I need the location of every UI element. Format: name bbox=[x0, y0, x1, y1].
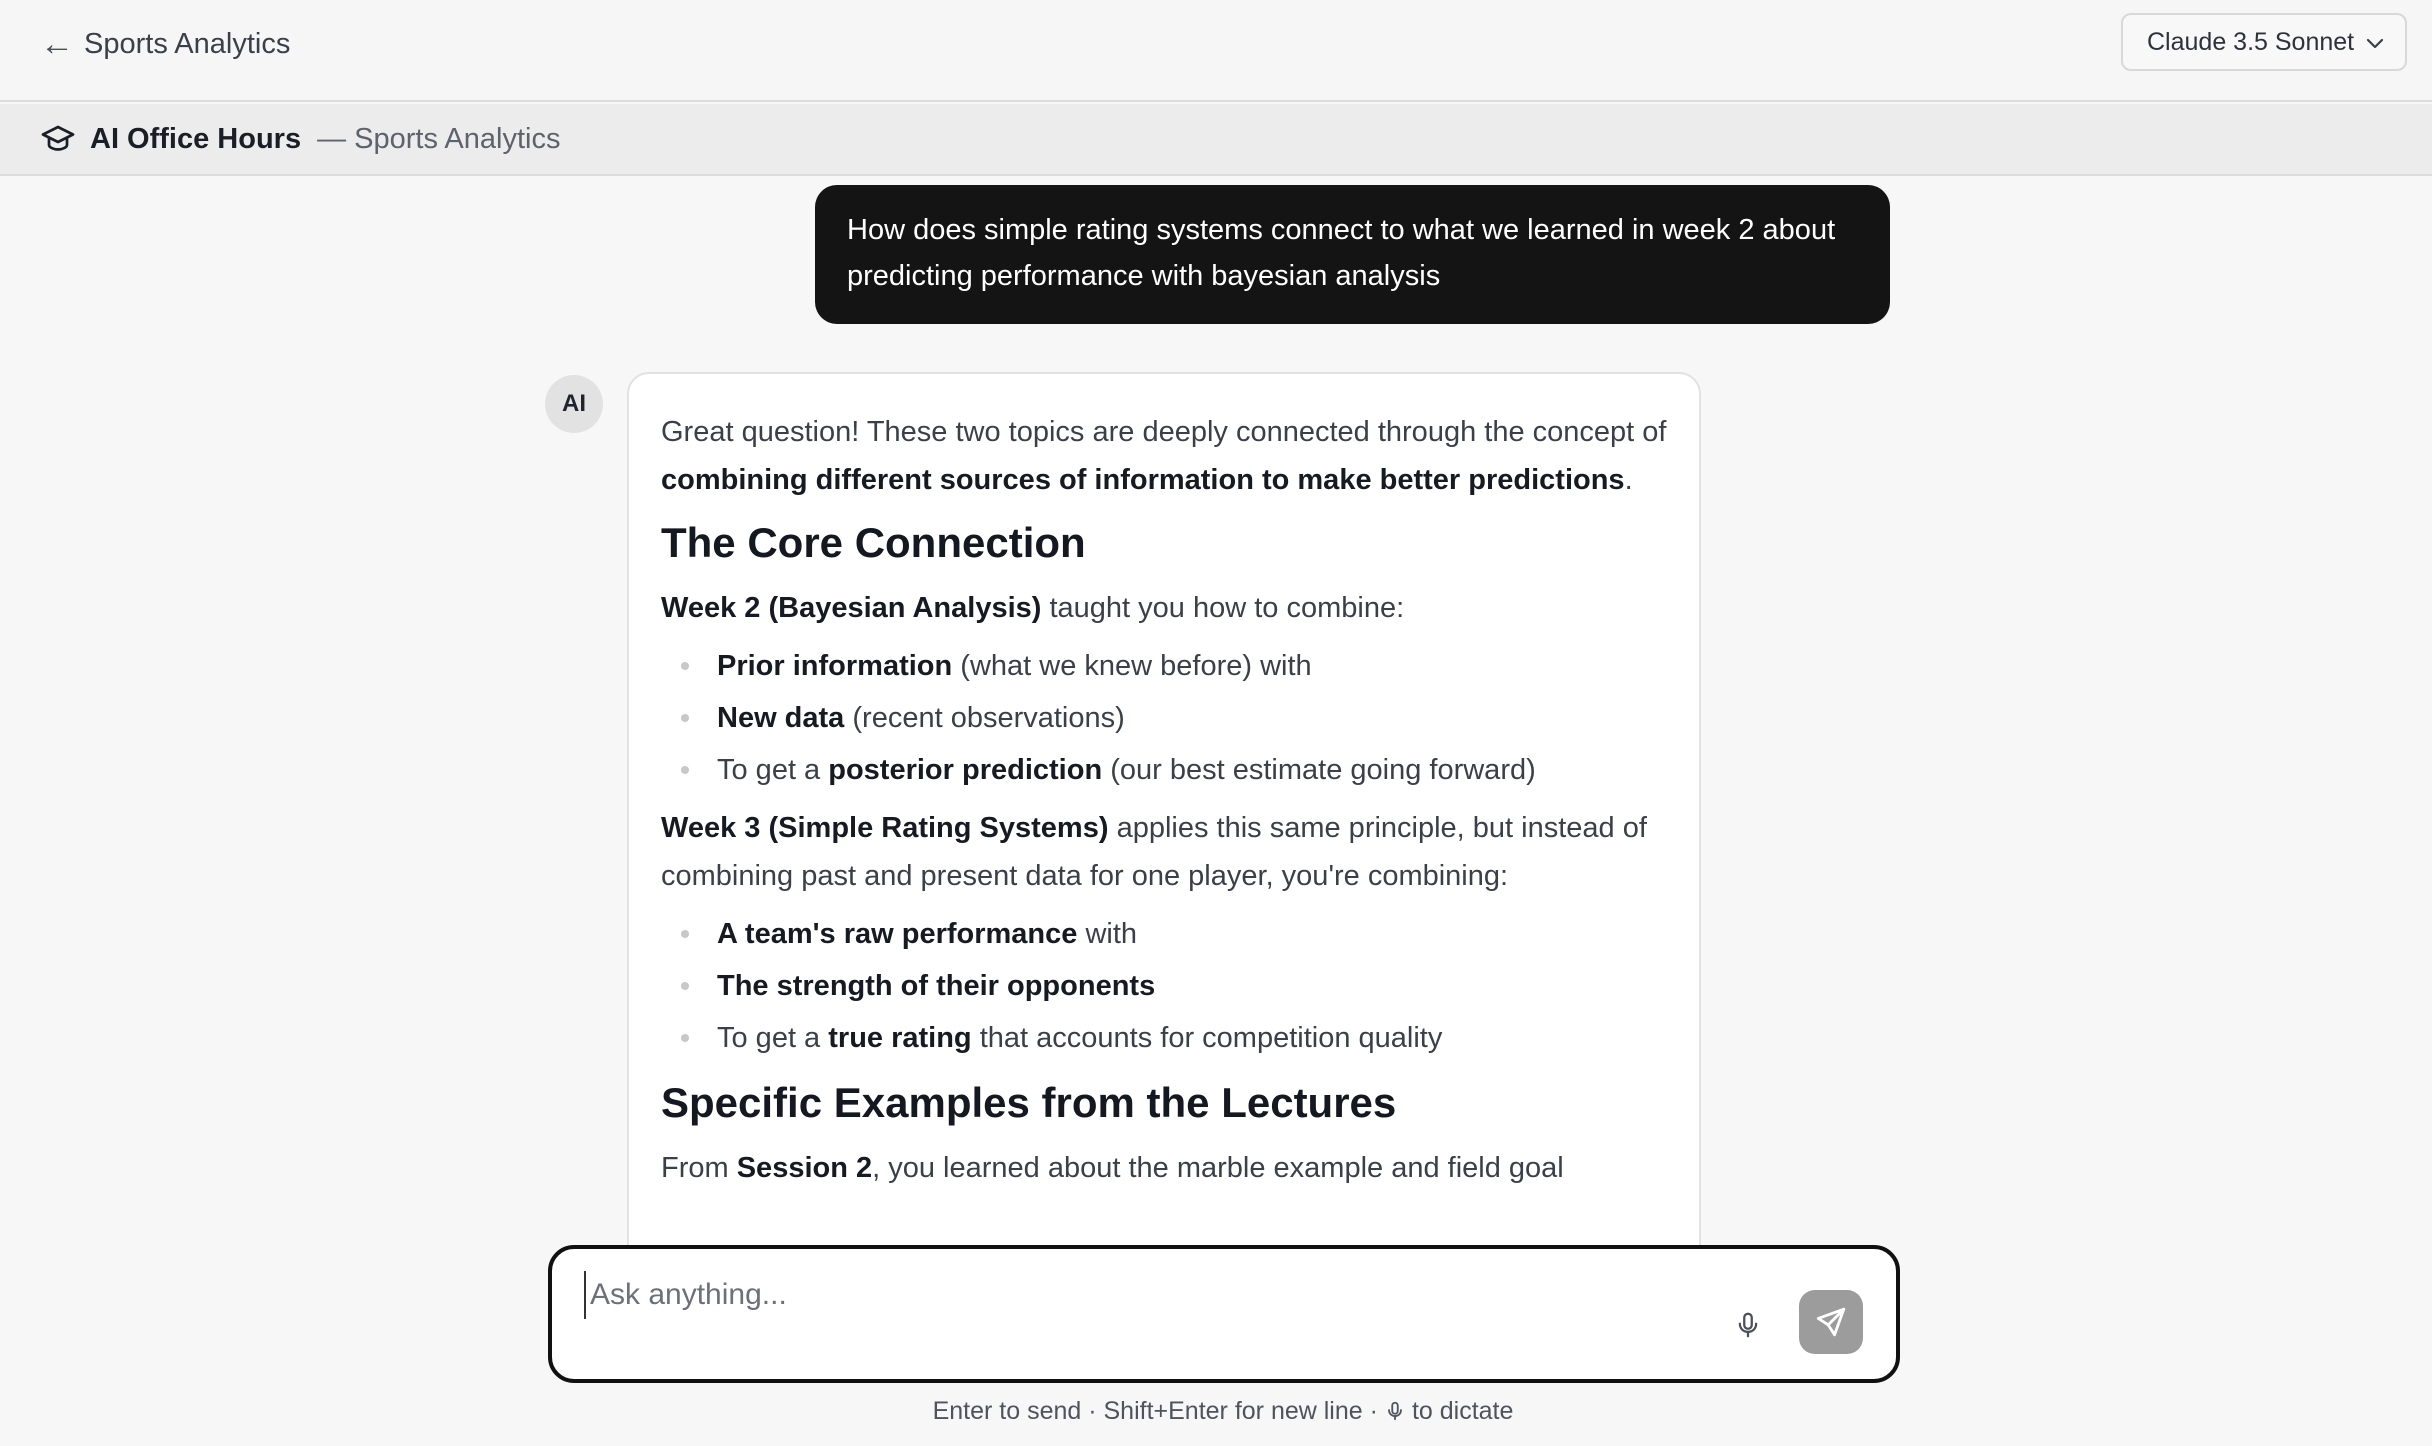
ai-heading-core-connection: The Core Connection bbox=[661, 519, 1086, 566]
chat-area[interactable] bbox=[0, 178, 2432, 1246]
list-item-bold: Prior information bbox=[717, 650, 953, 682]
message-input[interactable] bbox=[584, 1271, 1684, 1319]
dictate-button[interactable] bbox=[1728, 1305, 1768, 1345]
ai-intro-end: . bbox=[1624, 464, 1633, 496]
list-item-bold: A team's raw performance bbox=[717, 918, 1078, 950]
ai-session2-text: , you learned about the marble example and field goal bbox=[872, 1152, 1564, 1184]
ai-intro-text: Great question! These two topics are deeply connected through the concept of bbox=[661, 416, 1667, 448]
ai-session2-pre: From bbox=[661, 1152, 737, 1184]
ai-week2-paragraph bbox=[661, 584, 1667, 632]
send-button[interactable] bbox=[1799, 1290, 1863, 1354]
ai-session2-paragraph bbox=[661, 1144, 1667, 1192]
list-item-post: (recent observations) bbox=[844, 702, 1125, 734]
back-link[interactable] bbox=[40, 24, 290, 64]
course-header bbox=[0, 104, 2432, 176]
ai-week2-bold: Week 2 (Bayesian Analysis) bbox=[661, 592, 1042, 624]
microphone-icon bbox=[1733, 1310, 1763, 1340]
send-icon bbox=[1814, 1305, 1848, 1339]
ai-list-rating bbox=[661, 908, 1667, 1064]
ai-week3-paragraph bbox=[661, 804, 1667, 900]
ai-week3-bold: Week 3 (Simple Rating Systems) bbox=[661, 812, 1109, 844]
list-item-post: (our best estimate going forward) bbox=[1102, 754, 1536, 786]
list-item-bold: New data bbox=[717, 702, 845, 734]
user-message: How does simple rating systems connect to what we learned in week 2 about predicting performance with bayesian analysis bbox=[815, 185, 1890, 324]
list-item bbox=[661, 640, 1667, 692]
graduation-cap-icon bbox=[40, 121, 76, 157]
model-selector-value: Claude 3.5 Sonnet bbox=[2147, 27, 2355, 56]
list-item bbox=[661, 744, 1667, 796]
back-link-label: Sports Analytics bbox=[84, 27, 291, 60]
list-item-post: (what we knew before) with bbox=[952, 650, 1312, 682]
list-item bbox=[661, 1012, 1667, 1064]
arrow-left-icon: ← bbox=[40, 25, 74, 63]
microphone-icon bbox=[1384, 1400, 1406, 1422]
top-bar bbox=[0, 0, 2432, 102]
ai-avatar: AI bbox=[545, 375, 603, 433]
message-composer bbox=[548, 1245, 1900, 1383]
list-item-bold: The strength of their opponents bbox=[717, 970, 1156, 1002]
list-item-post: that accounts for competition quality bbox=[971, 1022, 1443, 1054]
ai-intro-paragraph bbox=[661, 408, 1667, 504]
composer-hint bbox=[0, 1393, 2432, 1429]
ai-message bbox=[627, 372, 1701, 1246]
list-item-bold: posterior prediction bbox=[828, 754, 1103, 786]
ai-list-bayesian bbox=[661, 640, 1667, 796]
composer-hint-after: to dictate bbox=[1411, 1396, 1514, 1425]
ai-heading-examples: Specific Examples from the Lectures bbox=[661, 1079, 1397, 1126]
list-item bbox=[661, 960, 1667, 1012]
list-item-bold: true rating bbox=[828, 1022, 972, 1054]
chevron-down-icon bbox=[2363, 31, 2387, 55]
ai-session2-bold: Session 2 bbox=[736, 1152, 873, 1184]
list-item-post: with bbox=[1077, 918, 1138, 950]
list-item bbox=[661, 692, 1667, 744]
list-item-pre: To get a bbox=[717, 754, 829, 786]
ai-week2-text: taught you how to combine: bbox=[1041, 592, 1405, 624]
composer-hint-before: Enter to send · Shift+Enter for new line · bbox=[932, 1396, 1378, 1425]
ai-intro-bold: combining different sources of information to make better predictions bbox=[661, 464, 1625, 496]
course-subtitle: — Sports Analytics bbox=[317, 122, 561, 155]
ai-week3-text: applies this same principle, but instead of combining past and present data for one player, you're combining: bbox=[661, 812, 1647, 892]
model-selector[interactable] bbox=[2121, 13, 2407, 71]
course-title: AI Office Hours bbox=[90, 122, 302, 155]
list-item-pre: To get a bbox=[717, 1022, 829, 1054]
list-item bbox=[661, 908, 1667, 960]
